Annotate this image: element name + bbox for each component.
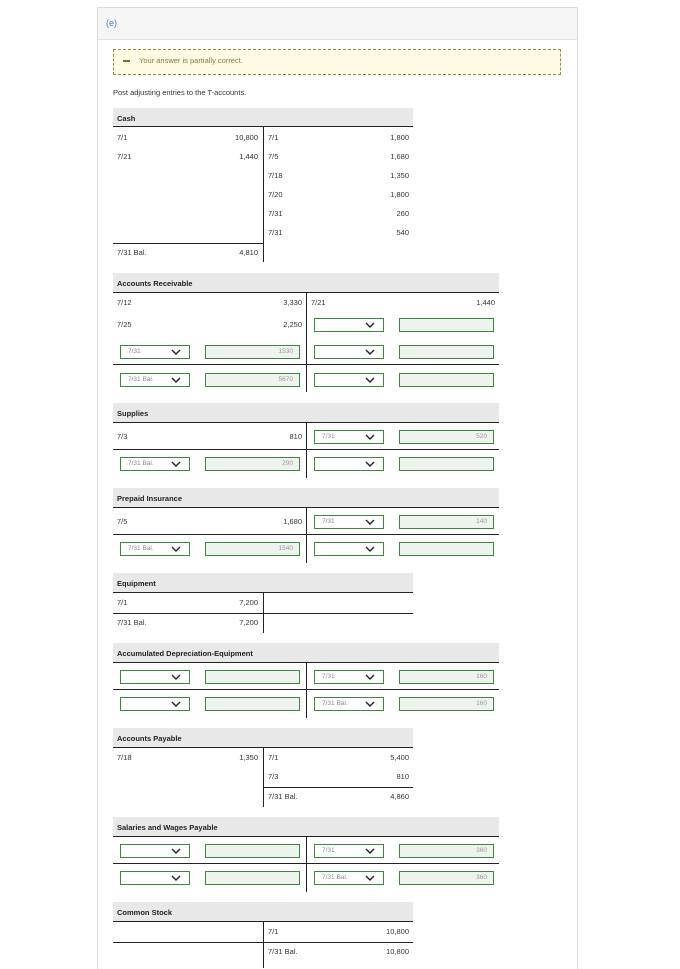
input-value: 360 bbox=[476, 847, 487, 854]
debit-amount: 1,440 bbox=[239, 152, 258, 161]
credit-balance-select[interactable] bbox=[314, 542, 384, 556]
account-title: Prepaid Insurance bbox=[117, 494, 183, 503]
credit-balance-input[interactable] bbox=[399, 542, 494, 556]
debit-amount: 1,680 bbox=[283, 517, 302, 526]
credit-amount: 10,800 bbox=[386, 927, 409, 936]
chevron-down-icon bbox=[365, 672, 375, 682]
debit-date-select[interactable] bbox=[120, 345, 190, 359]
balance-date-select[interactable] bbox=[314, 697, 384, 711]
credit-date: 7/5 bbox=[268, 152, 279, 161]
account-header bbox=[113, 643, 499, 663]
debit-balance-select[interactable] bbox=[120, 871, 190, 885]
debit-amount-input[interactable] bbox=[205, 670, 300, 684]
credit-date: 7/1 bbox=[268, 753, 279, 762]
account-title: Salaries and Wages Payable bbox=[117, 823, 218, 832]
select-value: 7/31 Bal. bbox=[128, 376, 154, 383]
chevron-down-icon bbox=[365, 375, 375, 385]
balance-amount-input[interactable] bbox=[205, 457, 300, 471]
credit-date-select[interactable] bbox=[314, 430, 384, 444]
credit-amount: 260 bbox=[396, 209, 409, 218]
account-title: Supplies bbox=[117, 409, 149, 418]
debit-amount-input[interactable] bbox=[205, 345, 300, 359]
account-title: Equipment bbox=[117, 579, 156, 588]
balance-amount-input[interactable] bbox=[399, 697, 494, 711]
select-value: 7/31 Bal. bbox=[128, 545, 154, 552]
account-title: Accounts Receivable bbox=[117, 279, 193, 288]
credit-amount: 1,350 bbox=[390, 171, 409, 180]
chevron-down-icon bbox=[171, 873, 181, 883]
select-value: 7/31 Bal. bbox=[322, 874, 348, 881]
credit-date-select[interactable] bbox=[314, 670, 384, 684]
account-title: Accounts Payable bbox=[117, 734, 182, 743]
credit-balance-select[interactable] bbox=[314, 457, 384, 471]
select-value: 7/31 bbox=[322, 673, 335, 680]
chevron-down-icon bbox=[365, 517, 375, 527]
account-header bbox=[113, 108, 413, 127]
credit-date-select[interactable] bbox=[314, 844, 384, 858]
input-value: 5670 bbox=[278, 376, 293, 383]
chevron-down-icon bbox=[171, 459, 181, 469]
balance-label: 7/31 Bal. bbox=[268, 792, 298, 801]
input-value: 360 bbox=[476, 874, 487, 881]
credit-amount-input[interactable] bbox=[399, 430, 494, 444]
credit-amount: 1,680 bbox=[390, 152, 409, 161]
credit-date: 7/20 bbox=[268, 190, 283, 199]
select-value: 7/31 Bal. bbox=[322, 700, 348, 707]
account-header bbox=[113, 273, 499, 293]
credit-date: 7/1 bbox=[268, 133, 279, 142]
balance-label: 7/31 Bal. bbox=[117, 248, 147, 257]
select-value: 7/31 Bal. bbox=[128, 460, 154, 467]
balance-amount-input[interactable] bbox=[205, 373, 300, 387]
debit-date: 7/21 bbox=[117, 152, 132, 161]
chevron-down-icon bbox=[365, 320, 375, 330]
select-value: 7/31 bbox=[322, 847, 335, 854]
account-header bbox=[113, 403, 499, 423]
chevron-down-icon bbox=[171, 846, 181, 856]
chevron-down-icon bbox=[171, 699, 181, 709]
credit-amount: 1,800 bbox=[390, 133, 409, 142]
credit-date: 7/31 bbox=[268, 209, 283, 218]
alert-text: Your answer is partially correct. bbox=[139, 56, 243, 65]
debit-amount-input[interactable] bbox=[205, 844, 300, 858]
credit-date-select[interactable] bbox=[314, 515, 384, 529]
debit-date: 7/1 bbox=[117, 598, 128, 607]
account-title: Accumulated Depreciation-Equipment bbox=[117, 649, 253, 658]
debit-date-select[interactable] bbox=[120, 844, 190, 858]
credit-amount-input[interactable] bbox=[399, 345, 494, 359]
chevron-down-icon bbox=[365, 873, 375, 883]
chevron-down-icon bbox=[171, 375, 181, 385]
account-header bbox=[113, 817, 499, 837]
credit-amount: 1,800 bbox=[390, 190, 409, 199]
balance-amount-input[interactable] bbox=[399, 871, 494, 885]
debit-date: 7/12 bbox=[117, 298, 132, 307]
chevron-down-icon bbox=[365, 544, 375, 554]
account-header bbox=[113, 902, 413, 922]
credit-date: 7/21 bbox=[311, 298, 326, 307]
balance-label: 7/31 Bal. bbox=[117, 618, 147, 627]
debit-date: 7/1 bbox=[117, 133, 128, 142]
account-title: Cash bbox=[117, 114, 136, 123]
balance-date-select[interactable] bbox=[120, 542, 190, 556]
debit-date: 7/5 bbox=[117, 517, 128, 526]
input-value: 160 bbox=[476, 673, 487, 680]
credit-amount-input[interactable] bbox=[399, 515, 494, 529]
chevron-down-icon bbox=[171, 347, 181, 357]
credit-amount: 540 bbox=[396, 228, 409, 237]
partial-correct-alert bbox=[113, 49, 561, 75]
debit-balance-select[interactable] bbox=[120, 697, 190, 711]
balance-amount: 7,200 bbox=[239, 618, 258, 627]
debit-amount: 3,330 bbox=[283, 298, 302, 307]
input-value: 520 bbox=[476, 433, 487, 440]
credit-amount-input[interactable] bbox=[399, 670, 494, 684]
account-header bbox=[113, 573, 413, 593]
balance-date-select[interactable] bbox=[120, 373, 190, 387]
debit-date-select[interactable] bbox=[120, 670, 190, 684]
select-value: 7/31 bbox=[322, 433, 335, 440]
chevron-down-icon bbox=[171, 544, 181, 554]
credit-date: 7/1 bbox=[268, 927, 279, 936]
select-value: 7/31 bbox=[322, 518, 335, 525]
chevron-down-icon bbox=[365, 699, 375, 709]
credit-balance-select[interactable] bbox=[314, 373, 384, 387]
debit-date: 7/25 bbox=[117, 320, 132, 329]
credit-date-select[interactable] bbox=[314, 345, 384, 359]
part-header bbox=[98, 8, 577, 40]
credit-balance-input[interactable] bbox=[399, 457, 494, 471]
debit-amount: 810 bbox=[289, 432, 302, 441]
balance-date-select[interactable] bbox=[314, 871, 384, 885]
credit-date-select[interactable] bbox=[314, 318, 384, 332]
input-value: 290 bbox=[282, 460, 293, 467]
chevron-down-icon bbox=[365, 459, 375, 469]
balance-label: 7/31 Bal. bbox=[268, 947, 298, 956]
credit-date: 7/3 bbox=[268, 772, 279, 781]
account-header bbox=[113, 728, 413, 748]
balance-date-select[interactable] bbox=[120, 457, 190, 471]
credit-amount: 1,440 bbox=[476, 298, 495, 307]
balance-amount: 4,810 bbox=[239, 248, 258, 257]
debit-amount: 2,250 bbox=[283, 320, 302, 329]
account-title: Common Stock bbox=[117, 908, 173, 917]
credit-amount: 810 bbox=[396, 772, 409, 781]
account-header bbox=[113, 488, 499, 508]
credit-date: 7/18 bbox=[268, 171, 283, 180]
credit-amount: 5,400 bbox=[390, 753, 409, 762]
debit-date: 7/18 bbox=[117, 753, 132, 762]
chevron-down-icon bbox=[365, 846, 375, 856]
credit-balance-input[interactable] bbox=[399, 373, 494, 387]
chevron-down-icon bbox=[365, 432, 375, 442]
debit-balance-input[interactable] bbox=[205, 871, 300, 885]
balance-amount: 4,860 bbox=[390, 792, 409, 801]
debit-amount: 10,800 bbox=[235, 133, 258, 142]
input-value: 140 bbox=[476, 518, 487, 525]
debit-balance-input[interactable] bbox=[205, 697, 300, 711]
credit-amount-input[interactable] bbox=[399, 318, 494, 332]
part-label: (e) bbox=[106, 18, 117, 28]
chevron-down-icon bbox=[365, 347, 375, 357]
debit-amount: 1,350 bbox=[239, 753, 258, 762]
select-value: 7/31 bbox=[128, 348, 141, 355]
chevron-down-icon bbox=[171, 672, 181, 682]
credit-date: 7/31 bbox=[268, 228, 283, 237]
debit-amount: 7,200 bbox=[239, 598, 258, 607]
input-value: 1540 bbox=[278, 545, 293, 552]
instructions: Post adjusting entries to the T-accounts. bbox=[113, 88, 247, 97]
credit-amount-input[interactable] bbox=[399, 844, 494, 858]
balance-amount-input[interactable] bbox=[205, 542, 300, 556]
debit-date: 7/3 bbox=[117, 432, 128, 441]
input-value: 1530 bbox=[278, 348, 293, 355]
minus-icon bbox=[123, 60, 130, 62]
balance-amount: 10,800 bbox=[386, 947, 409, 956]
input-value: 160 bbox=[476, 700, 487, 707]
